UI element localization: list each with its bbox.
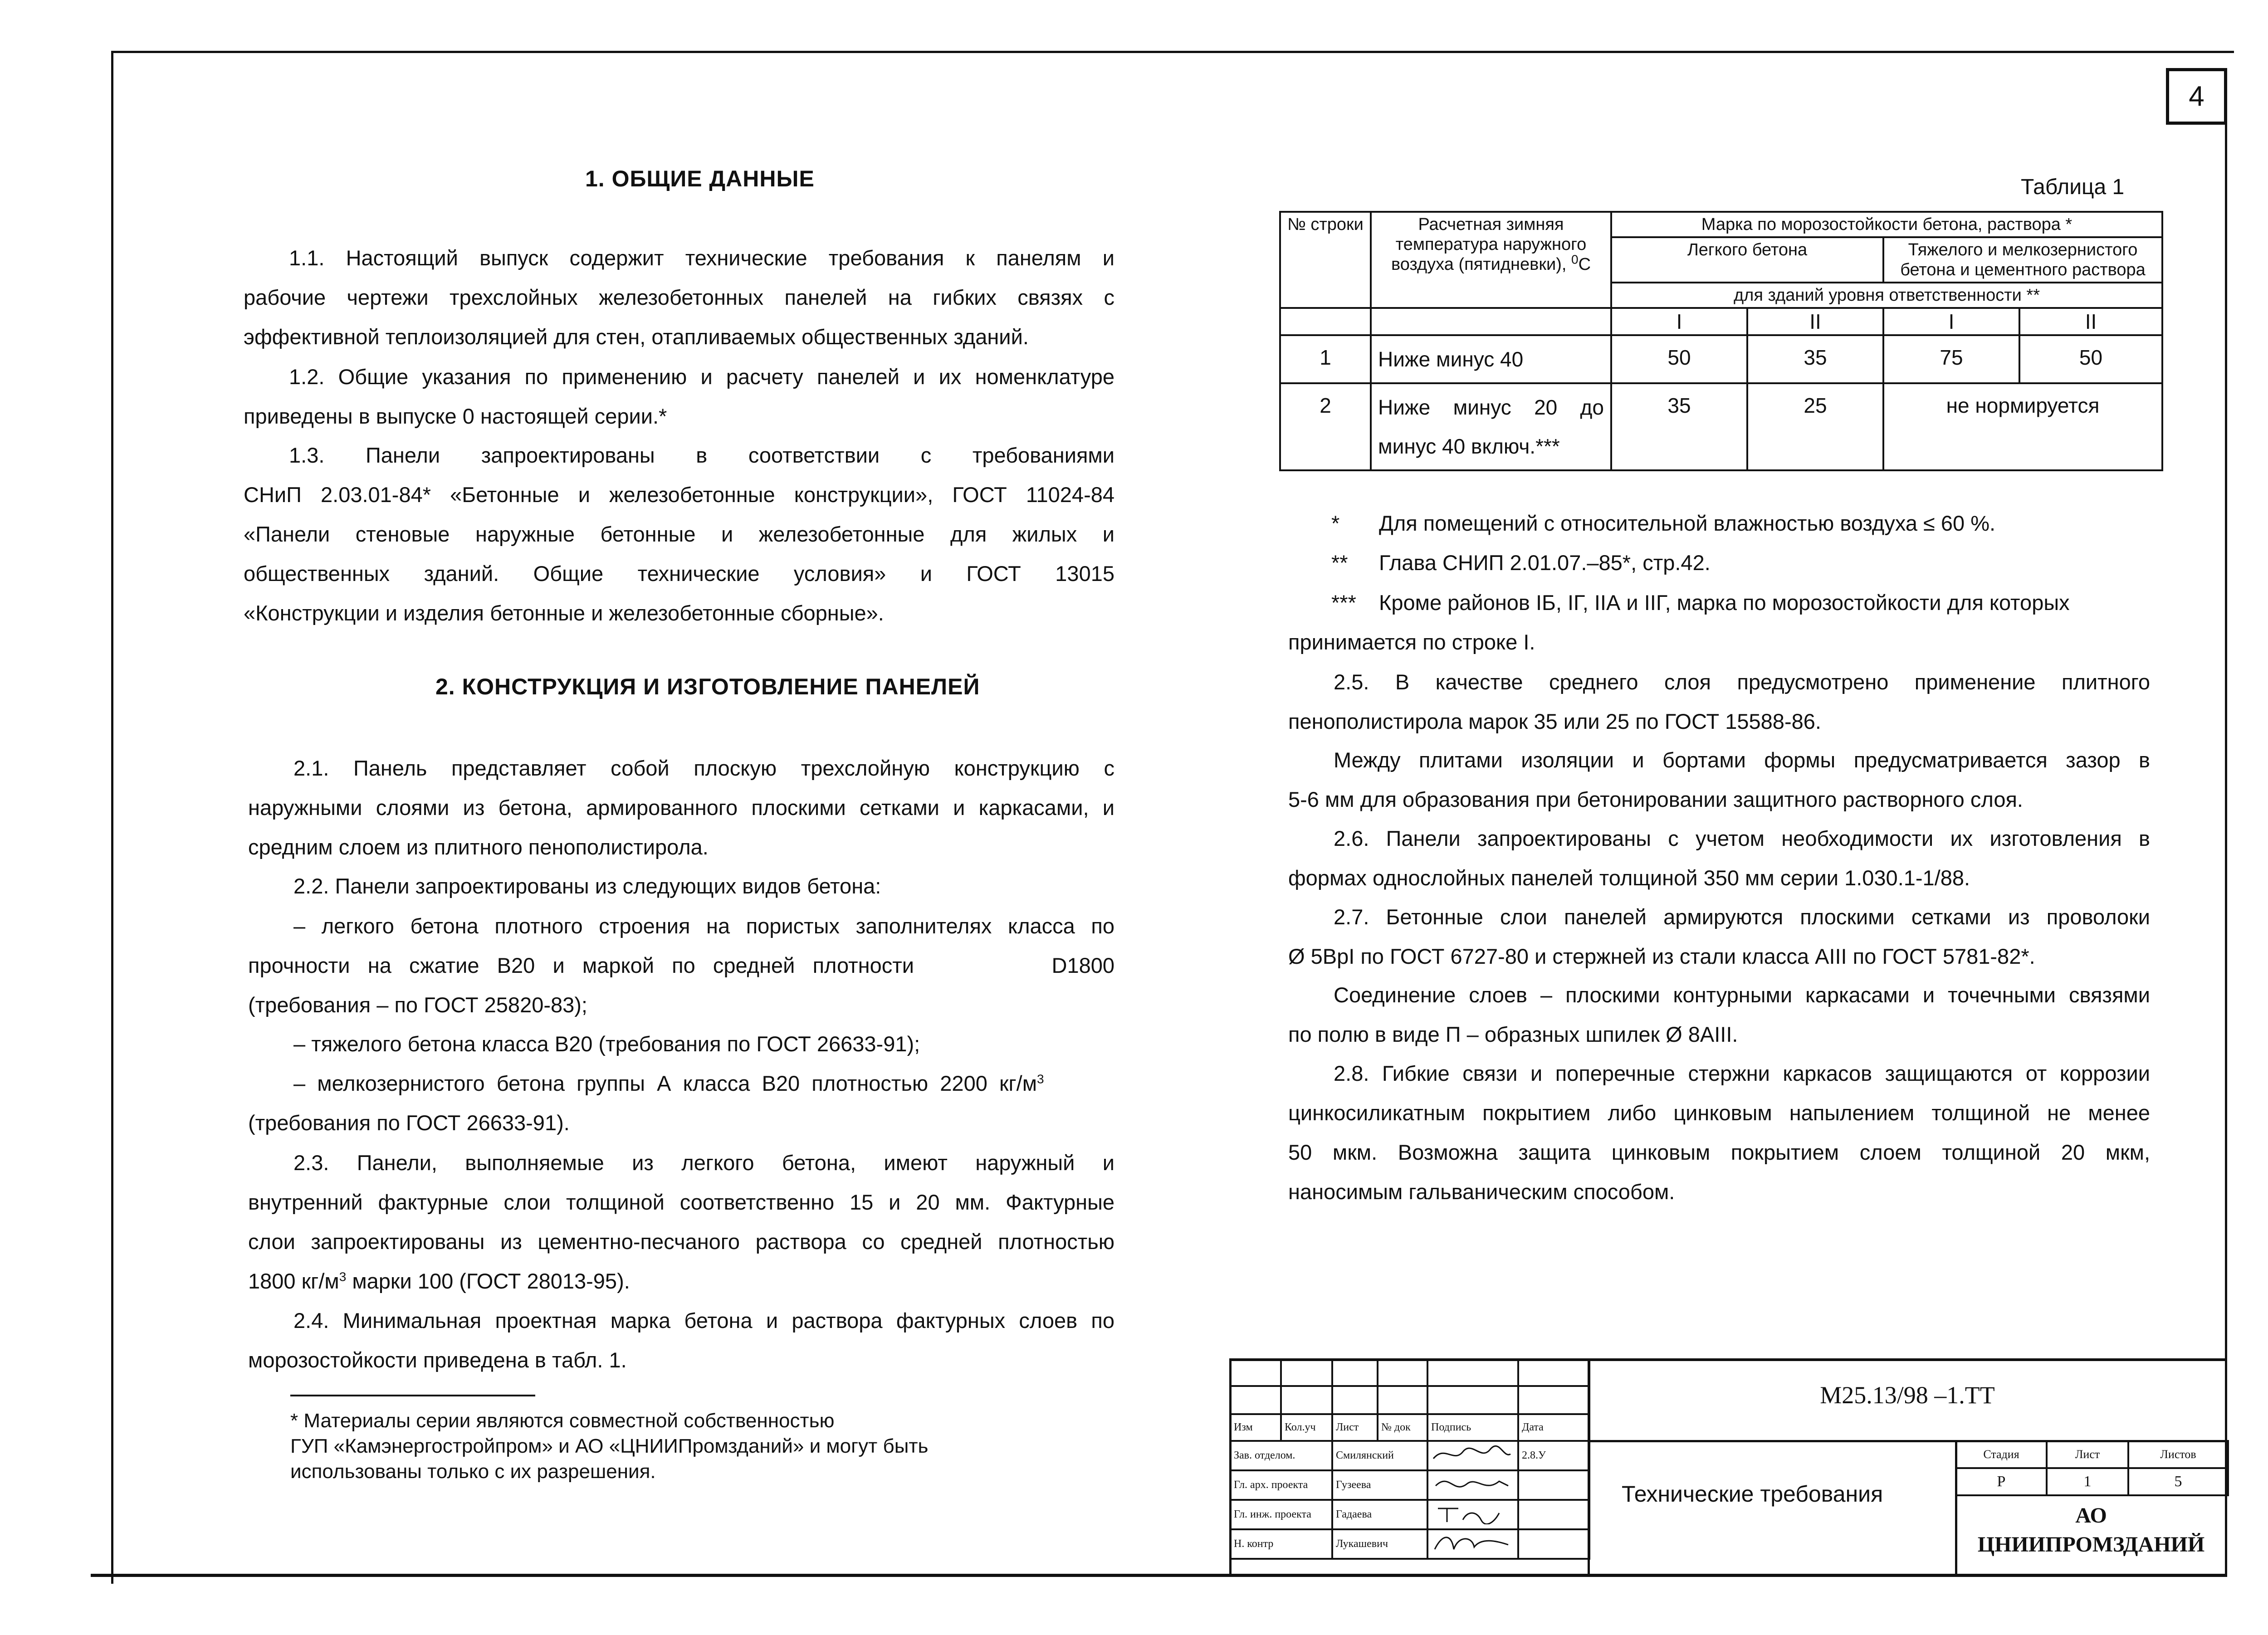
- text-line: 50 мкм. Возможна защита цинковым покрытием слоем толщиной 20 мкм,: [1288, 1140, 2150, 1164]
- text-line: рабочие чертежи трехслойных железобетонных панелей на гибких связях с: [244, 285, 1114, 309]
- frost-resistance-table: [1279, 211, 2163, 471]
- superscript: 3: [339, 1269, 347, 1284]
- table-row: [1230, 1359, 1589, 1386]
- organization-line: АО: [2075, 1503, 2107, 1528]
- footnote-line: ГУП «Камэнергостройпром» и АО «ЦНИИПромзданий» и могут быть: [290, 1435, 929, 1457]
- row-value: 35: [1747, 335, 1883, 383]
- signature-cell: [1427, 1470, 1518, 1500]
- header-temperature: [1371, 212, 1611, 308]
- table-cell: [1427, 1386, 1518, 1414]
- text-line: 1.1. Настоящий выпуск содержит технические требования к панелям и: [289, 246, 1114, 270]
- col-header: Листов: [2128, 1441, 2228, 1468]
- row-temperature: Ниже минус 20 до минус 40 включ.***: [1371, 383, 1611, 470]
- table-cell: [1332, 1359, 1378, 1386]
- text-line: (требования – по ГОСТ 25820-83);: [248, 993, 587, 1017]
- signature-icon: [1431, 1472, 1513, 1495]
- footnote: [290, 1408, 928, 1484]
- text-line: 2.4. Минимальная проектная марка бетона и раствора фактурных слоев по: [293, 1308, 1114, 1332]
- header-heavy-concrete: Тяжелого и мелкозернистого бетона и цементного раствора: [1883, 237, 2162, 283]
- text-line: 1.2. Общие указания по применению и расчету панелей и их номенклатуре: [289, 365, 1114, 389]
- table-note-3: [1288, 583, 2150, 662]
- signature-cell: [1427, 1500, 1518, 1529]
- table-cell: [1371, 308, 1611, 335]
- document-title: Технические требования: [1622, 1481, 1883, 1507]
- text-line: эффективной теплоизоляцией для стен, отапливаемых общественных зданий.: [244, 325, 1029, 349]
- text-line: принимается по строке I.: [1288, 630, 1535, 654]
- table-row: [1230, 1500, 1589, 1529]
- text-line: формах однослойных панелей толщиной 350 мм серии 1.030.1-1/88.: [1288, 866, 1970, 890]
- role-cell: Н. контр: [1230, 1529, 1332, 1559]
- table-row: [1280, 383, 2162, 470]
- text-line: наносимым гальваническим способом.: [1288, 1180, 1675, 1204]
- paragraph-2-1: [248, 748, 1114, 867]
- row-value: 50: [1611, 335, 1747, 383]
- signature-cell: [1427, 1529, 1518, 1559]
- signature-icon: [1431, 1531, 1513, 1554]
- note-text: Для помещений с относительной влажностью воздуха ≤ 60 %.: [1379, 511, 1996, 535]
- frame-right-line: [2225, 68, 2227, 1575]
- date-cell: [1518, 1500, 1589, 1529]
- table-cell: [1230, 1386, 1281, 1414]
- table-cell: [1332, 1386, 1378, 1414]
- paragraph-2-2-fine: [248, 1064, 1114, 1142]
- frame-top-line: [111, 51, 2234, 53]
- col-header: Лист: [1332, 1414, 1378, 1441]
- text-line: [1288, 583, 2150, 622]
- col-header: Дата: [1518, 1414, 1589, 1441]
- table-cell: [1518, 1386, 1589, 1414]
- row-number: 1: [1280, 335, 1371, 383]
- level-cell: II: [2019, 308, 2162, 335]
- table-cell: [1281, 1386, 1332, 1414]
- header-light-concrete: Легкого бетона: [1611, 237, 1883, 283]
- col-header: Изм: [1230, 1414, 1281, 1441]
- footnote-separator: [290, 1395, 535, 1396]
- note-text: Кроме районов IБ, IГ, IIА и IIГ, марка по морозостойкости для которых: [1379, 591, 2070, 615]
- row-temperature: Ниже минус 40: [1371, 335, 1611, 383]
- text-line: наружными слоями из бетона, армированного плоскими сетками и каркасами, и: [248, 796, 1114, 820]
- header-responsibility-level: для зданий уровня ответственности **: [1611, 283, 2162, 308]
- organization-line: ЦНИИПРОМЗДАНИЙ: [1977, 1533, 2205, 1557]
- col-header: Лист: [2047, 1441, 2128, 1468]
- role-cell: Зав. отделом.: [1230, 1441, 1332, 1470]
- header-temperature-unit: С: [1578, 255, 1591, 274]
- col-header: Стадия: [1956, 1441, 2047, 1468]
- paragraph-2-5-gap: [1288, 740, 2150, 819]
- text-line: 2.8. Гибкие связи и поперечные стержни каркасов защищаются от коррозии: [1334, 1061, 2150, 1085]
- text-line: – легкого бетона плотного строения на пористых заполнителях класса по: [293, 914, 1114, 938]
- text-line: по полю в виде П – образных шпилек Ø 8АIII.: [1288, 1022, 1738, 1046]
- stage-table: [1955, 1440, 2229, 1496]
- table-cell: [1378, 1359, 1427, 1386]
- note-text: Глава СНИП 2.01.07.–85*, стр.42.: [1379, 551, 1711, 575]
- text-line: «Панели стеновые наружные бетонные и железобетонные для жилых и: [244, 522, 1114, 546]
- paragraph-2-2: 2.2. Панели запроектированы из следующих видов бетона:: [293, 874, 881, 898]
- note-mark: ***: [1331, 591, 1356, 615]
- table-cell: [1281, 1359, 1332, 1386]
- text-line: [248, 946, 1114, 985]
- frame-left-line: [111, 51, 113, 1584]
- paragraph-2-5: [1288, 662, 2150, 741]
- text-line: Ø 5ВрI по ГОСТ 6727-80 и стержней из стали класса АIII по ГОСТ 5781-82*.: [1288, 944, 2035, 968]
- signature-icon: [1431, 1443, 1513, 1465]
- document-code: М25.13/98 –1.ТТ: [1820, 1381, 1995, 1409]
- density-value: D1800: [1051, 953, 1114, 977]
- level-cell: II: [1747, 308, 1883, 335]
- section-2-title: 2. КОНСТРУКЦИЯ И ИЗГОТОВЛЕНИЕ ПАНЕЛЕЙ: [435, 674, 980, 699]
- row-number: 2: [1280, 383, 1371, 470]
- header-temperature-text: Расчетная зимняя температура наружного воздуха (пятидневки),: [1391, 215, 1587, 274]
- header-frost-mark: Марка по морозостойкости бетона, раствора *: [1611, 212, 2162, 237]
- text-line: цинкосиликатным покрытием либо цинковым напылением толщиной не менее: [1288, 1101, 2150, 1125]
- signature-cell: [1427, 1441, 1518, 1470]
- text-line: 1.3. Панели запроектированы в соответствии с требованиями: [289, 443, 1114, 467]
- table-cell: [1518, 1359, 1589, 1386]
- sheet-value: 1: [2047, 1468, 2128, 1495]
- table-cell: [1230, 1359, 1281, 1386]
- text-line: СНиП 2.03.01-84* «Бетонные и железобетонные конструкции», ГОСТ 11024-84: [244, 483, 1114, 507]
- col-header: № док: [1378, 1414, 1427, 1441]
- table-cell: [1427, 1359, 1518, 1386]
- table-cell: [1280, 308, 1371, 335]
- note-mark: *: [1331, 511, 1340, 535]
- frame-bottom-line: [91, 1574, 2227, 1577]
- text-line: морозостойкости приведена в табл. 1.: [248, 1348, 627, 1372]
- text-line: 2.5. В качестве среднего слоя предусмотрено применение плитного: [1334, 670, 2150, 694]
- text-line: 2.6. Панели запроектированы с учетом необходимости их изготовления в: [1334, 826, 2150, 850]
- paragraph-2-8: [1288, 1054, 2150, 1211]
- col-header: Подпись: [1427, 1414, 1518, 1441]
- text-line: слои запроектированы из цементно-песчаного раствора со средней плотностью: [248, 1230, 1114, 1254]
- table-row: [1230, 1414, 1589, 1441]
- name-cell: Гадаева: [1332, 1500, 1427, 1529]
- superscript: 3: [1037, 1072, 1044, 1086]
- name-cell: Лукашевич: [1332, 1529, 1427, 1559]
- text-line: [248, 1064, 1114, 1103]
- text-line: внутренний фактурные слои толщиной соответственно 15 и 20 мм. Фактурные: [248, 1190, 1114, 1214]
- title-block-signatures: [1229, 1358, 1590, 1560]
- role-cell: Гл. арх. проекта: [1230, 1470, 1332, 1500]
- paragraph-2-7-joints: [1288, 975, 2150, 1054]
- table-note-2: [1331, 543, 1711, 582]
- stage-value: Р: [1956, 1468, 2047, 1495]
- text-line: средним слоем из плитного пенополистирола.: [248, 835, 709, 859]
- paragraph-2-2-heavy: – тяжелого бетона класса В20 (требования по ГОСТ 26633-91);: [293, 1032, 920, 1056]
- superscript: 0: [1571, 252, 1579, 267]
- date-cell: [1518, 1529, 1589, 1559]
- table-row: [1230, 1470, 1589, 1500]
- signature-icon: [1431, 1502, 1513, 1524]
- text-line: общественных зданий. Общие технические условия» и ГОСТ 13015: [244, 561, 1114, 586]
- col-header: Кол.уч: [1281, 1414, 1332, 1441]
- text-fragment: 1800 кг/м: [248, 1269, 339, 1293]
- table-row: [1230, 1529, 1589, 1559]
- name-cell: Смилянский: [1332, 1441, 1427, 1470]
- paragraph-2-4: [248, 1301, 1114, 1380]
- text-line: 2.7. Бетонные слои панелей армируются плоскими сетками из проволоки: [1334, 905, 2150, 929]
- paragraph-2-2-light: [248, 906, 1114, 1025]
- table-row: [1230, 1441, 1589, 1470]
- table-cell: [1378, 1386, 1427, 1414]
- footnote-line: использованы только с их разрешения.: [290, 1460, 656, 1483]
- paragraph-1-3: [244, 435, 1114, 633]
- row-value: 75: [1883, 335, 2019, 383]
- page-number: 4: [2166, 68, 2227, 125]
- section-1-title: 1. ОБЩИЕ ДАННЫЕ: [585, 166, 815, 191]
- paragraph-1-1: [244, 238, 1114, 356]
- paragraph-2-7: [1288, 897, 2150, 976]
- paragraph-1-2: [244, 357, 1114, 436]
- paragraph-2-6: [1288, 819, 2150, 898]
- table-caption: Таблица 1: [2021, 175, 2125, 199]
- text-line: 2.1. Панель представляет собой плоскую трехслойную конструкцию с: [293, 756, 1114, 780]
- level-cell: I: [1883, 308, 2019, 335]
- text-line: 2.3. Панели, выполняемые из легкого бетона, имеют наружный и: [293, 1151, 1114, 1175]
- text-line: 5-6 мм для образования при бетонировании защитного растворного слоя.: [1288, 787, 2023, 811]
- text-line: (требования по ГОСТ 26633-91).: [248, 1111, 570, 1135]
- table-row: [1230, 1386, 1589, 1414]
- date-cell: 2.8.У: [1518, 1441, 1589, 1470]
- table-row: [1280, 335, 2162, 383]
- text-line: «Конструкции и изделия бетонные и железобетонные сборные».: [244, 601, 884, 625]
- row-value: 25: [1747, 383, 1883, 470]
- note-mark: **: [1331, 551, 1348, 575]
- text-fragment: – мелкозернистого бетона группы А класса В20 плотностью 2200 кг/м: [293, 1071, 1037, 1095]
- organization-name: [1955, 1501, 2227, 1559]
- text-fragment: марки 100 (ГОСТ 28013-95).: [346, 1269, 630, 1293]
- level-cell: I: [1611, 308, 1747, 335]
- text-line: Между плитами изоляции и бортами формы предусматривается зазор в: [1334, 748, 2150, 772]
- row-value: не нормируется: [1883, 383, 2162, 470]
- role-cell: Гл. инж. проекта: [1230, 1500, 1332, 1529]
- row-value: 35: [1611, 383, 1747, 470]
- text-line: пенополистирола марок 35 или 25 по ГОСТ 15588-86.: [1288, 709, 1821, 733]
- footnote-line: * Материалы серии являются совместной собственностью: [290, 1410, 835, 1432]
- header-row-number: № строки: [1280, 212, 1371, 308]
- table-note-1: [1331, 503, 1995, 543]
- row-value: 50: [2019, 335, 2162, 383]
- text-line: Соединение слоев – плоскими контурными каркасами и точечными связями: [1334, 983, 2150, 1007]
- paragraph-2-3: [248, 1143, 1114, 1301]
- sheets-value: 5: [2128, 1468, 2228, 1495]
- text-fragment: прочности на сжатие В20 и маркой по средней плотности: [248, 953, 914, 977]
- text-line: приведены в выпуске 0 настоящей серии.*: [244, 404, 667, 428]
- name-cell: Гузеева: [1332, 1470, 1427, 1500]
- date-cell: [1518, 1470, 1589, 1500]
- text-line: [248, 1261, 1114, 1301]
